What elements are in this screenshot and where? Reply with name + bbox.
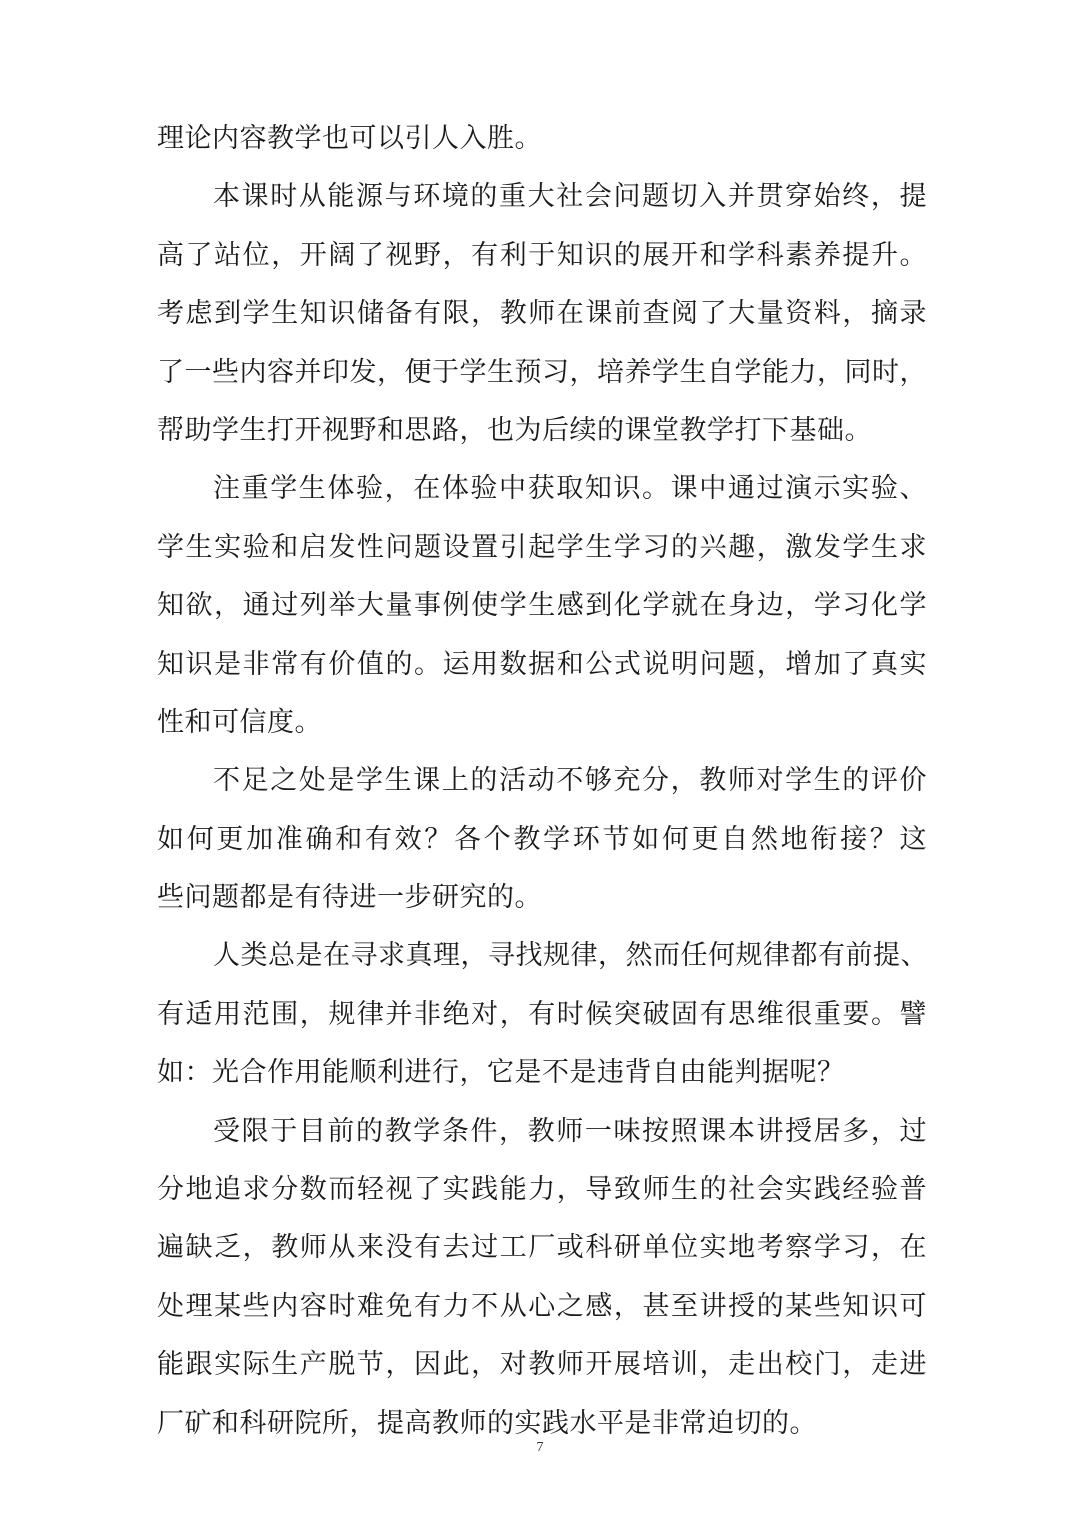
text-line: 遍缺乏，教师从来没有去过工厂或科研单位实地考察学习，在 — [157, 1232, 927, 1264]
paragraph-first-line: 不足之处是学生课上的活动不够充分，教师对学生的评价 — [213, 765, 927, 797]
text-line: 了一些内容并印发，便于学生预习，培养学生自学能力，同时， — [157, 356, 927, 388]
text-line: 有适用范围，规律并非绝对，有时候突破固有思维很重要。譬 — [157, 998, 927, 1030]
text-line: 能跟实际生产脱节，因此，对教师开展培训，走出校门，走进 — [157, 1349, 927, 1381]
paragraph-first-line: 人类总是在寻求真理，寻找规律，然而任何规律都有前提、 — [213, 940, 928, 972]
text-line: 高了站位，开阔了视野，有利于知识的展开和学科素养提升。 — [157, 239, 927, 271]
text-line: 帮助学生打开视野和思路，也为后续的课堂教学打下基础。 — [157, 414, 872, 446]
text-line: 性和可信度。 — [157, 706, 322, 738]
text-line: 处理某些内容时难免有力不从心之感，甚至讲授的某些知识可 — [157, 1290, 927, 1322]
text-line: 如：光合作用能顺利进行，它是不是违背自由能判据呢？ — [157, 1057, 845, 1089]
body-text — [157, 110, 927, 1453]
text-line: 些问题都是有待进一步研究的。 — [157, 882, 542, 914]
text-line: 分地追求分数而轻视了实践能力，导致师生的社会实践经验普 — [157, 1174, 927, 1206]
text-line: 学生实验和启发性问题设置引起学生学习的兴趣，激发学生求 — [157, 531, 927, 563]
paragraph-first-line: 本课时从能源与环境的重大社会问题切入并贯穿始终，提 — [213, 181, 927, 213]
page-number: 7 — [536, 1440, 544, 1455]
text-line: 知识是非常有价值的。运用数据和公式说明问题，增加了真实 — [157, 648, 927, 680]
text-line: 知欲，通过列举大量事例使学生感到化学就在身边，学习化学 — [157, 590, 927, 622]
paragraph-first-line: 受限于目前的教学条件，教师一味按照课本讲授居多，过 — [213, 1115, 927, 1147]
text-line: 理论内容教学也可以引人入胜。 — [157, 123, 542, 154]
text-line: 考虑到学生知识储备有限，教师在课前查阅了大量资料，摘录 — [157, 298, 927, 330]
text-line: 如何更加准确和有效？各个教学环节如何更自然地衔接？这 — [157, 823, 927, 855]
text-line: 厂矿和科研院所，提高教师的实践水平是非常迫切的。 — [157, 1407, 817, 1439]
paragraph-first-line: 注重学生体验，在体验中获取知识。课中通过演示实验、 — [213, 473, 927, 505]
